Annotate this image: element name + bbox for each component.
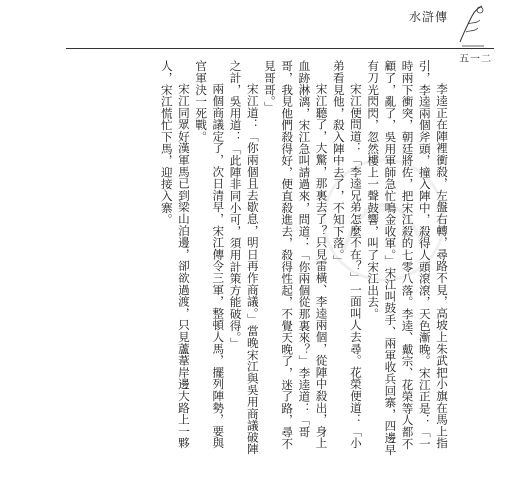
book-title: 水滸傳: [408, 10, 448, 24]
page-number: 五一二: [459, 54, 492, 65]
paragraph-5: 兩個商議定了，次日清早，宋江傳令三軍，整頓人馬，擺列陣勢，要與官軍決一死戰。: [194, 60, 226, 449]
paragraph-3: 宋江聽了，大驚，那裏去了？只見雷橫、李逵兩個，從陣中殺出，身上血跡淋漓，宋江急叫請過來，問道：「你兩個從那裏來？」李逵道：「哥哥，我見他們殺得好，便直殺進去，殺得性起，不覺天晚了，迷了路，尋不見哥哥。」: [262, 60, 329, 450]
paragraph-1: 李逵正在陣裡衝殺，左盤右轉，尋路不見，高坡上朱武把小旗在馬上指引，李逵兩個斧頭，撞入陣中，殺得人頭滾滾，天色漸晚。宋江正是：「一時兩下衝突，朝廷將佐，把宋江殺的七零八落。李逵、戴宗、花榮等人都不顧了，亂了，吳用軍師急忙鳴金收軍。」宋江叫鼓手、兩軍收兵回寨，四邊早有刀光閃閃，忽然樓上一聲鼓響，叫了宋江出去。: [366, 60, 449, 456]
ornament-figure-icon: [454, 2, 488, 48]
paragraph-6: 宋江同眾好漢軍馬已到梁山泊邊，卻欲過渡，只見蘆葦岸邊大路上一夥人，宋江慌忙下馬，迎接入寨。: [159, 60, 191, 449]
vertical-text-body: [64, 60, 450, 460]
paragraph-4: 宋江道：「你兩個且去歇息，明日再作商議。」當晚宋江與吳用商議破陣之計，吳用道：「此陣非同小可，須用計策方能破得。」: [228, 60, 260, 455]
header-rule: [66, 48, 494, 49]
paragraph-2: 宋江便問道：「李逵兄弟怎麼不在？」一面叫人去尋。花榮便道：「小弟看見他，殺入陣中去了，不知下落。」: [331, 60, 363, 449]
